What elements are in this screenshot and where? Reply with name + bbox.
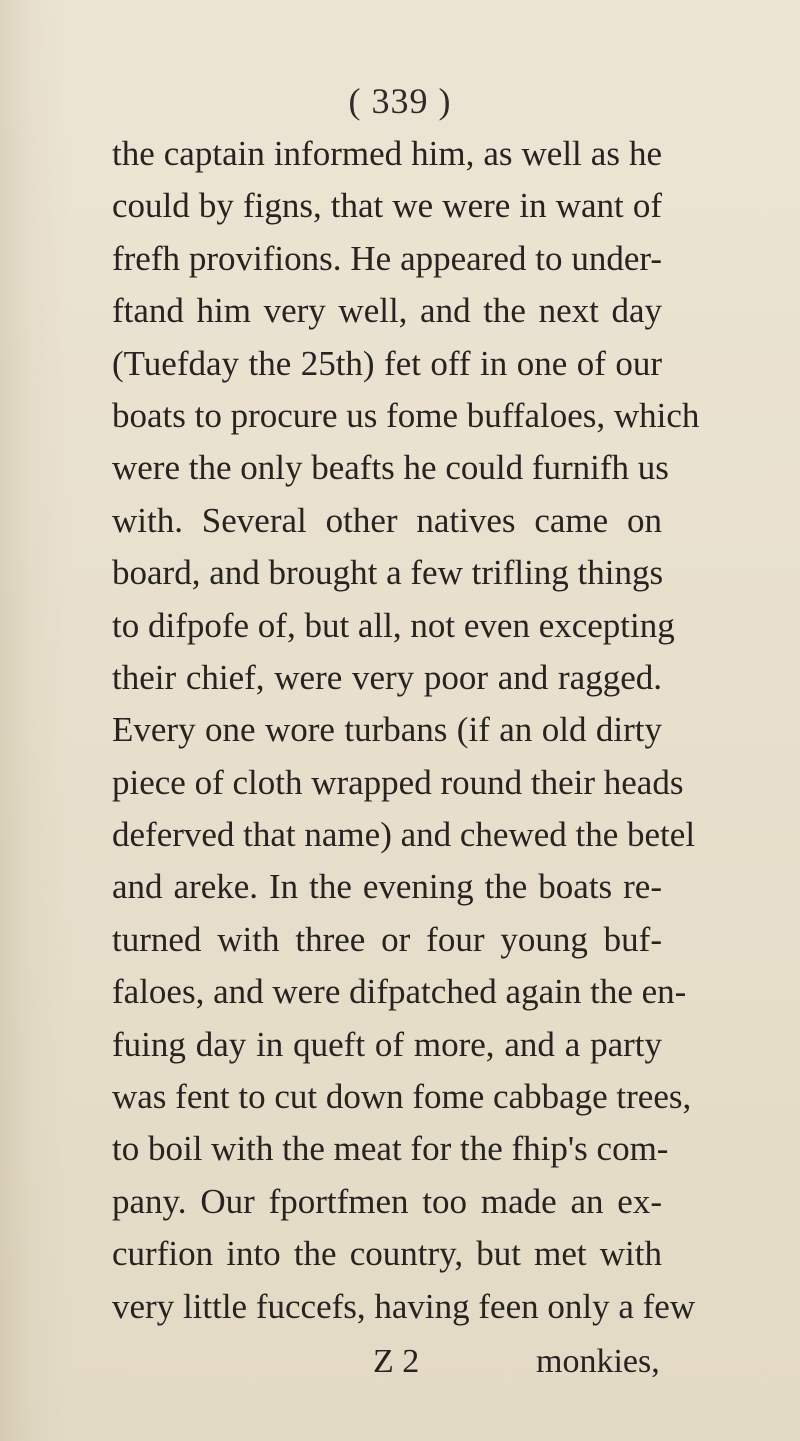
text-line: fuing day in queft of more, and a party xyxy=(112,1024,662,1064)
page-number: ( 339 ) xyxy=(348,81,452,121)
text-line: deferved that name) and chewed the betel xyxy=(112,815,696,855)
text-line: the captain informed him, as well as he xyxy=(112,134,662,173)
body-text xyxy=(112,128,700,1333)
text-line: Every one wore turbans (if an old dirty xyxy=(112,710,662,750)
text-line: very little fuccefs, having feen only a few xyxy=(112,1286,696,1326)
text-line: with. Several other natives came on xyxy=(112,500,662,540)
signature-mark: Z 2 xyxy=(373,1343,420,1380)
text-line: to difpofe of, but all, not even excepting xyxy=(112,605,675,645)
text-line: (Tuefday the 25th) fet off in one of our xyxy=(112,343,662,383)
catchword: monkies, xyxy=(536,1343,660,1380)
text-line: to boil with the meat for the fhip's com- xyxy=(112,1129,669,1169)
text-line: frefh provifions. He appeared to under- xyxy=(112,238,662,278)
text-line: were the only beafts he could furnifh us xyxy=(112,448,669,488)
text-line: faloes, and were difpatched again the en- xyxy=(112,972,687,1012)
text-line: their chief, were very poor and ragged. xyxy=(112,657,662,697)
text-line: could by figns, that we were in want of xyxy=(112,186,662,226)
text-line: was fent to cut down fome cabbage trees, xyxy=(112,1077,692,1117)
text-line: and areke. In the evening the boats re- xyxy=(112,867,662,907)
text-line: pany. Our fportfmen too made an ex- xyxy=(112,1181,662,1221)
page-footer xyxy=(0,1343,800,1399)
text-line: board, and brought a few trifling things xyxy=(112,553,664,593)
text-line: piece of cloth wrapped round their heads xyxy=(112,762,684,802)
text-line: curfion into the country, but met with xyxy=(112,1234,662,1274)
text-line: ftand him very well, and the next day xyxy=(112,291,662,331)
text-line: turned with three or four young buf- xyxy=(112,919,662,959)
text-line: boats to procure us fome buffaloes, which xyxy=(112,395,700,435)
